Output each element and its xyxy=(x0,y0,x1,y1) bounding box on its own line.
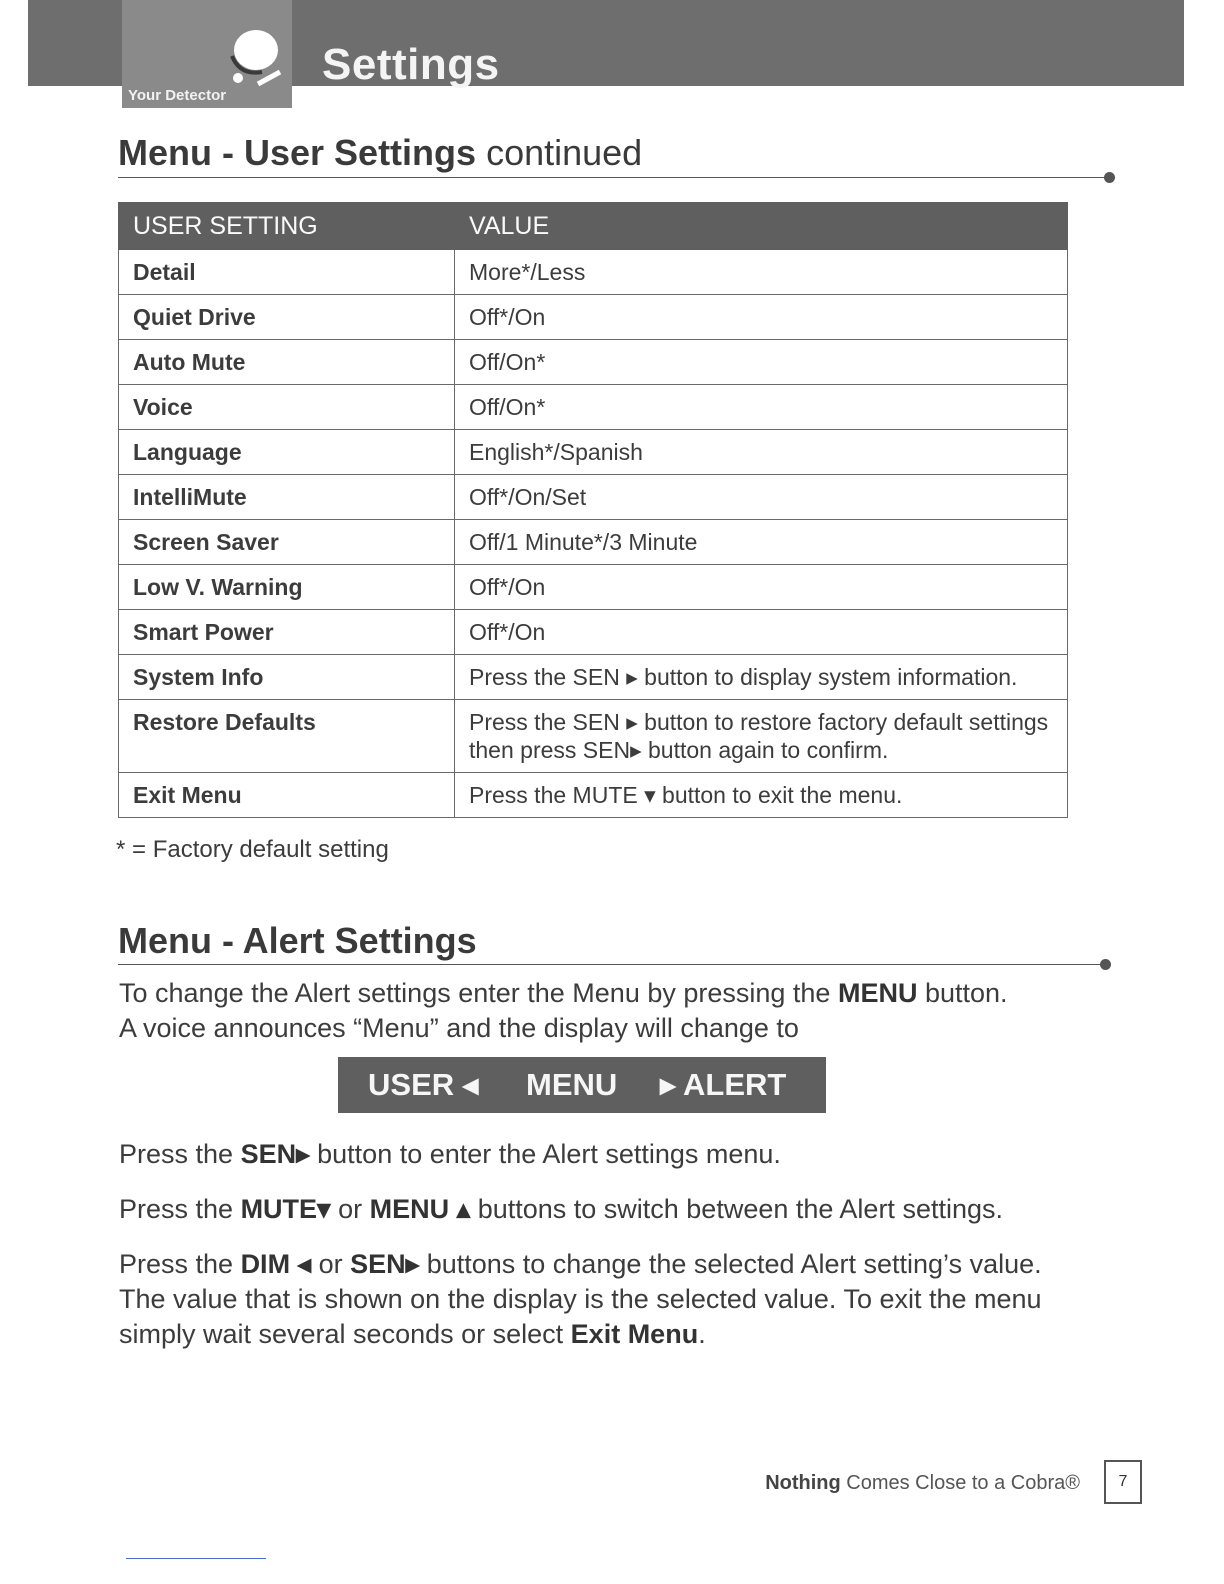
setting-name: Auto Mute xyxy=(119,340,455,385)
table-row xyxy=(119,385,1068,430)
heading-bold: Menu - Alert Settings xyxy=(118,920,477,961)
tab-label: Your Detector xyxy=(128,87,227,104)
table-row xyxy=(119,295,1068,340)
page-title: Settings xyxy=(322,40,500,89)
setting-value: Off/On* xyxy=(455,385,1068,430)
text-run: Press the xyxy=(119,1249,241,1279)
footer-tagline xyxy=(765,1472,1080,1495)
table-row xyxy=(119,430,1068,475)
column-header-setting: USER SETTING xyxy=(119,203,455,250)
text-run: or xyxy=(311,1249,351,1279)
dim-button-ref: DIM ◂ xyxy=(240,1249,312,1279)
section-divider xyxy=(118,177,1106,178)
page-number: 7 xyxy=(1104,1460,1142,1504)
value-line: then press SEN▸ button again to confirm. xyxy=(469,737,889,763)
factory-default-footnote: * = Factory default setting xyxy=(116,836,389,863)
setting-value: Off/1 Minute*/3 Minute xyxy=(455,520,1068,565)
setting-name: Exit Menu xyxy=(119,773,455,818)
setting-name: Restore Defaults xyxy=(119,700,455,773)
display-alert: ▸ ALERT xyxy=(660,1067,787,1102)
user-settings-table xyxy=(118,202,1068,818)
section-divider xyxy=(118,964,1106,965)
exit-menu-ref: Exit Menu xyxy=(570,1319,699,1349)
sen-button-ref: SEN▸ xyxy=(240,1139,310,1169)
table-row xyxy=(119,340,1068,385)
table-row xyxy=(119,250,1068,295)
text-run: Press the xyxy=(119,1194,241,1224)
table-row xyxy=(119,610,1068,655)
display-menu: MENU xyxy=(526,1067,618,1102)
setting-value: Press the MUTE ▾ button to exit the menu. xyxy=(455,773,1068,818)
text-run: buttons to change the selected Alert setting’s value. The value that is shown on the display is the selected value. To exit the menu simply wait several seconds or select xyxy=(119,1249,1042,1349)
setting-value: Off*/On xyxy=(455,565,1068,610)
setting-name: Detail xyxy=(119,250,455,295)
intro-line-2: A voice announces “Menu” and the display will change to xyxy=(119,1013,799,1043)
setting-value: English*/Spanish xyxy=(455,430,1068,475)
display-user: USER ◂ xyxy=(368,1067,479,1102)
setting-value: Off/On* xyxy=(455,340,1068,385)
divider-dot xyxy=(1100,959,1111,970)
text-run: or xyxy=(330,1194,370,1224)
table-row xyxy=(119,773,1068,818)
sen-button-ref: SEN▸ xyxy=(350,1249,420,1279)
setting-value: Off*/On/Set xyxy=(455,475,1068,520)
mute-button-ref: MUTE▾ xyxy=(240,1194,331,1224)
heading-bold: Menu - User Settings xyxy=(118,132,477,173)
instruction-switch xyxy=(119,1192,1099,1227)
intro-line-1 xyxy=(119,976,1099,1011)
setting-value: Press the SEN ▸ button to display system information. xyxy=(455,655,1068,700)
setting-value-multiline xyxy=(455,700,1068,773)
table-row xyxy=(119,655,1068,700)
tagline-rest: Comes Close to a Cobra® xyxy=(840,1472,1080,1494)
setting-name: System Info xyxy=(119,655,455,700)
setting-value: Off*/On xyxy=(455,610,1068,655)
setting-name: Screen Saver xyxy=(119,520,455,565)
text-run: Press the xyxy=(119,1139,241,1169)
setting-name: Smart Power xyxy=(119,610,455,655)
table-header-row xyxy=(119,203,1068,250)
instruction-change-value xyxy=(119,1247,1079,1352)
table-row xyxy=(119,565,1068,610)
column-header-value: VALUE xyxy=(455,203,1068,250)
alert-intro xyxy=(119,976,1099,1046)
radar-detector-icon xyxy=(218,26,288,88)
text-run: button. xyxy=(917,978,1008,1008)
user-settings-heading xyxy=(118,132,642,174)
menu-display-banner xyxy=(338,1057,826,1113)
bottom-rule xyxy=(126,1558,266,1559)
menu-button-ref: MENU ▴ xyxy=(369,1194,471,1224)
text-run: To change the Alert settings enter the Menu by pressing the xyxy=(119,978,838,1008)
text-run: button to enter the Alert settings menu. xyxy=(309,1139,781,1169)
alert-settings-heading xyxy=(118,920,477,962)
table-row xyxy=(119,700,1068,773)
heading-rest: continued xyxy=(476,132,643,173)
divider-dot xyxy=(1104,172,1115,183)
instruction-enter xyxy=(119,1137,1099,1172)
setting-name: IntelliMute xyxy=(119,475,455,520)
table-row xyxy=(119,520,1068,565)
table-row xyxy=(119,475,1068,520)
text-run: buttons to switch between the Alert settings. xyxy=(470,1194,1003,1224)
section-tab xyxy=(122,0,292,108)
tagline-bold: Nothing xyxy=(765,1472,841,1494)
text-run: . xyxy=(698,1319,706,1349)
setting-name: Quiet Drive xyxy=(119,295,455,340)
setting-value: Off*/On xyxy=(455,295,1068,340)
setting-value: More*/Less xyxy=(455,250,1068,295)
setting-name: Low V. Warning xyxy=(119,565,455,610)
value-line: Press the SEN ▸ button to restore factory default settings xyxy=(469,709,1049,735)
setting-name: Language xyxy=(119,430,455,475)
setting-name: Voice xyxy=(119,385,455,430)
menu-button-ref: MENU xyxy=(837,978,918,1008)
